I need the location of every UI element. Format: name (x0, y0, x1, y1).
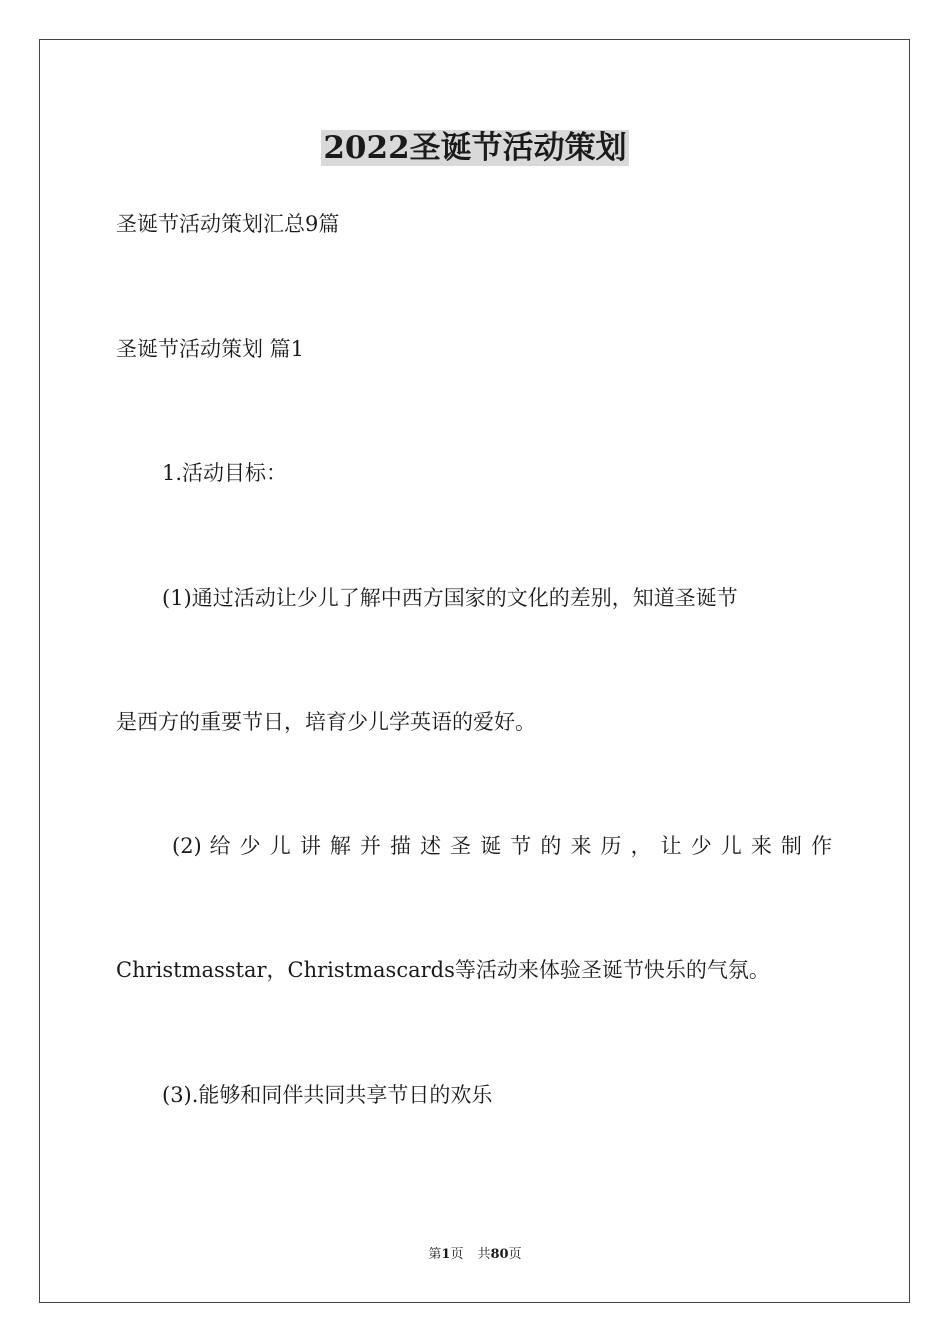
footer-total-prefix: 共 (477, 1247, 491, 1262)
footer-total-suffix: 页 (508, 1247, 522, 1262)
paragraph-goal-2-start: (2) 给 少 儿 讲 解 并 描 述 圣 诞 节 的 来 历 ， 让 少 儿 来 制 作 (172, 834, 832, 858)
footer-page-prefix: 第 (428, 1247, 442, 1262)
document-title (0, 126, 950, 170)
paragraph-goal-2-end: Christmasstar，Christmascards等活动来体验圣诞节快乐的气氛。 (116, 958, 770, 982)
footer-page-suffix: 页 (450, 1247, 464, 1262)
subtitle-summary: 圣诞节活动策划汇总9篇 (116, 212, 340, 236)
paragraph-goal-1-end: 是西方的重要节日，培育少儿学英语的爱好。 (116, 710, 536, 734)
list-heading-goals: 1.活动目标： (162, 461, 288, 485)
section-heading: 圣诞节活动策划 篇1 (116, 337, 305, 361)
page-footer (0, 1246, 950, 1264)
paragraph-goal-1-start: (1)通过活动让少儿了解中西方国家的文化的差别，知道圣诞节 (162, 586, 738, 610)
footer-total-pages: 80 (490, 1247, 509, 1262)
title-text: 2022圣诞节活动策划 (323, 130, 627, 166)
footer-page-number: 1 (441, 1247, 451, 1262)
paragraph-goal-3: (3).能够和同伴共同共享节日的欢乐 (162, 1083, 493, 1107)
